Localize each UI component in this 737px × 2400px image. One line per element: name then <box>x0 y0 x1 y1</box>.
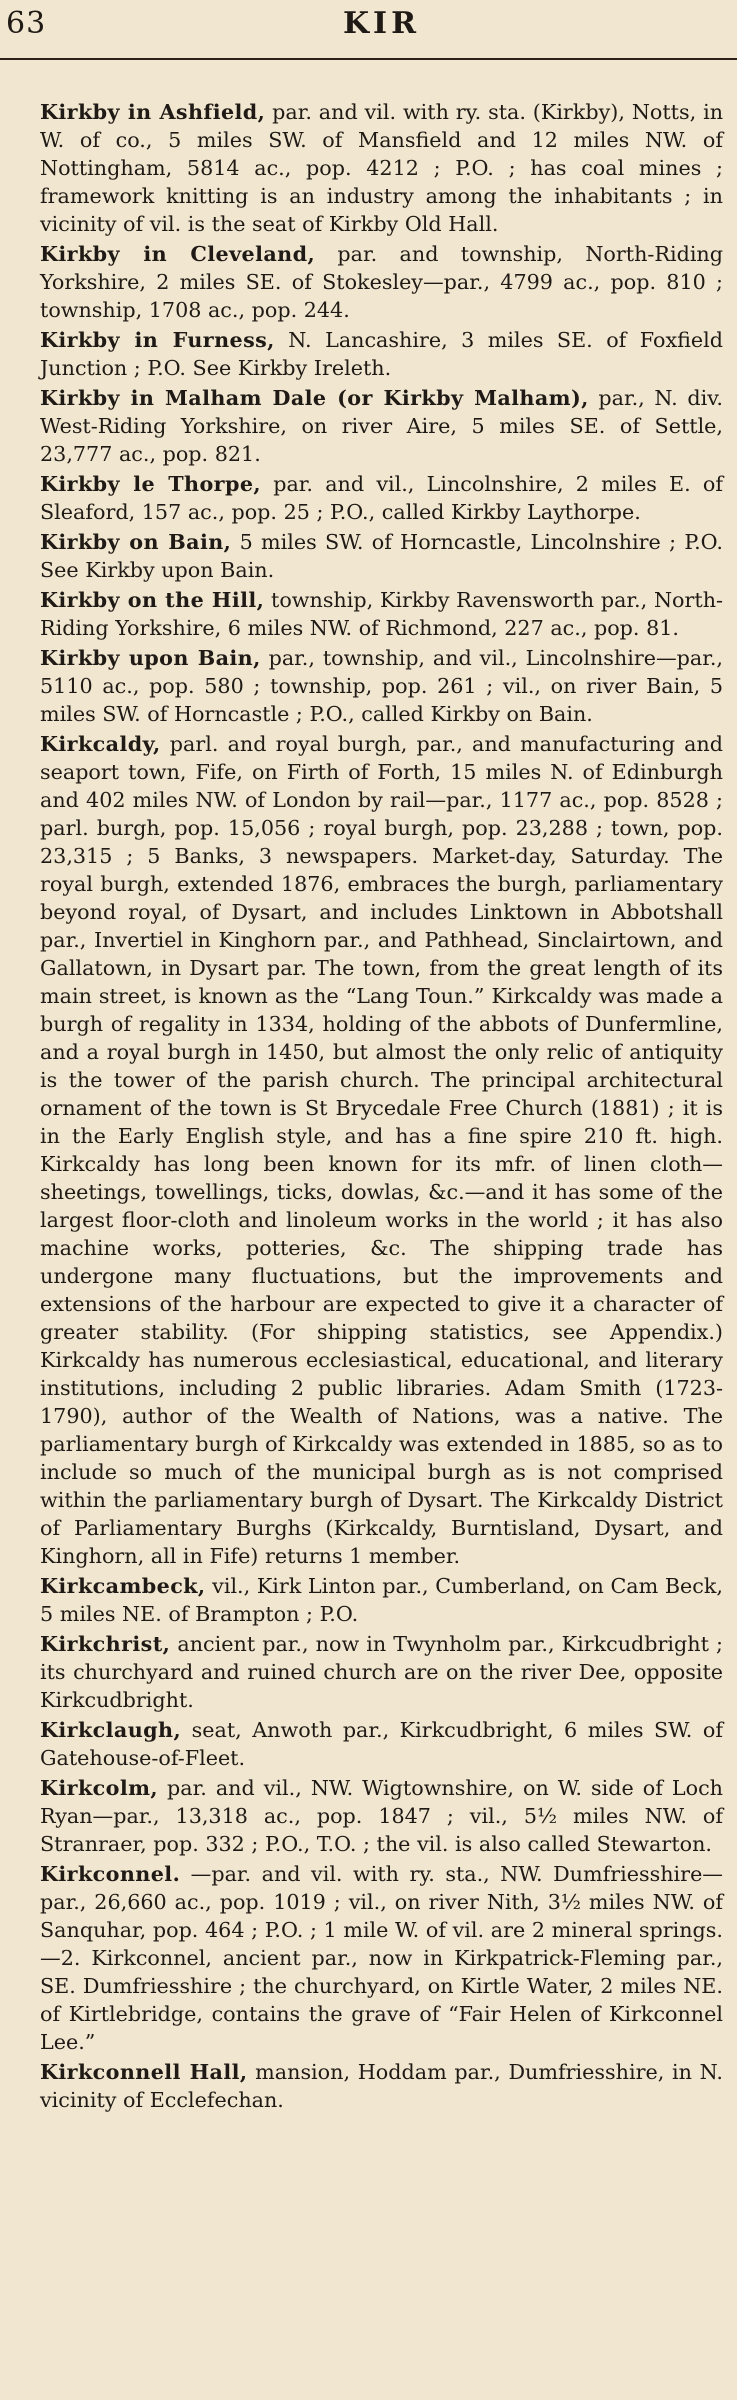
entry-kirkcambeck <box>40 1572 723 1628</box>
entry-body: N. Lancashire, 3 miles SE. of Foxfield Junction ; P.O. See Kirkby Ireleth. <box>40 328 724 380</box>
entry-headword: Kirkcolm, <box>40 1776 159 1800</box>
entry-kirkby-in-ashfield <box>40 98 723 238</box>
entry-kirkby-in-furness <box>40 326 723 382</box>
page-number: 63 <box>6 6 47 41</box>
entry-kirkby-le-thorpe <box>40 470 723 526</box>
entry-body: par., township, and vil., Lincolnshire—par., 5110 ac., pop. 580 ; township, pop. 261 ; vil., on river Bain, 5 miles SW. of Horncastle ; P.O., called Kirkby on Bain. <box>40 646 723 726</box>
entry-headword: Kirkby in Furness, <box>40 328 275 352</box>
entry-headword: Kirkby on Bain, <box>40 530 232 554</box>
entry-body: par., N. div. West-Riding Yorkshire, on river Aire, 5 miles SE. of Settle, 23,777 ac., pop. 821. <box>40 386 724 466</box>
entry-kirkby-in-cleveland <box>40 240 723 324</box>
entry-headword: Kirkconnel. <box>40 1862 181 1886</box>
entry-headword: Kirkby upon Bain, <box>40 646 261 670</box>
entry-kirkchrist <box>40 1630 723 1714</box>
entry-body: township, Kirkby Ravensworth par., North-Riding Yorkshire, 6 miles NW. of Richmond, 227 ac., pop. 81. <box>40 588 724 640</box>
entry-kirkconnell-hall <box>40 2058 723 2114</box>
entry-headword: Kirkconnell Hall, <box>40 2060 248 2084</box>
entry-headword: Kirkclaugh, <box>40 1718 182 1742</box>
entry-headword: Kirkby in Cleveland, <box>40 242 316 266</box>
entry-kirkconnel <box>40 1860 723 2056</box>
entry-body: 5 miles SW. of Horncastle, Lincolnshire ; P.O. See Kirkby upon Bain. <box>40 530 724 582</box>
entry-body: mansion, Hoddam par., Dumfriesshire, in N. vicinity of Ecclefechan. <box>40 2060 723 2112</box>
entry-body: —par. and vil. with ry. sta., NW. Dumfriesshire—par., 26,660 ac., pop. 1019 ; vil., on river Nith, 3½ miles NW. of Sanquhar, pop. 464 ; P.O. ; 1 mile W. of vil. are 2 mineral springs.—2. Kirkconnel, ancient par., now in Kirkpatrick-Fleming par., SE. Dumfriesshire ; the churchyard, on Kirtle Water, 2 miles NE. of Kirtlebridge, contains the grave of “Fair Helen of Kirkconnel Lee.” <box>40 1862 723 2054</box>
entry-body: seat, Anwoth par., Kirkcudbright, 6 miles SW. of Gatehouse-of-Fleet. <box>40 1718 724 1770</box>
entry-headword: Kirkby in Ashfield, <box>40 100 266 124</box>
entry-kirkby-on-bain <box>40 528 723 584</box>
running-head: KIR <box>342 6 421 41</box>
entries-column <box>40 98 723 2114</box>
page-header <box>6 0 723 58</box>
entry-body: par. and township, North-Riding Yorkshire, 2 miles SE. of Stokesley—par., 4799 ac., pop. 810 ; township, 1708 ac., pop. 244. <box>40 242 724 322</box>
header-rule <box>0 58 737 60</box>
entry-headword: Kirkcaldy, <box>40 732 161 756</box>
entry-kirkby-on-the-hill <box>40 586 723 642</box>
entry-body: par. and vil., NW. Wigtownshire, on W. side of Loch Ryan—par., 13,318 ac., pop. 1847 ; vil., 5½ miles NW. of Stranraer, pop. 332 ; P.O., T.O. ; the vil. is also called Stewarton. <box>40 1776 723 1856</box>
entry-headword: Kirkcambeck, <box>40 1574 206 1598</box>
entry-headword: Kirkby on the Hill, <box>40 588 265 612</box>
entry-kirkclaugh <box>40 1716 723 1772</box>
entry-body: par. and vil., Lincolnshire, 2 miles E. of Sleaford, 157 ac., pop. 25 ; P.O., called Kirkby Laythorpe. <box>40 472 724 524</box>
entry-kirkcaldy <box>40 730 723 1570</box>
entry-headword: Kirkchrist, <box>40 1632 171 1656</box>
entry-body: parl. and royal burgh, par., and manufacturing and seaport town, Fife, on Firth of Forth, 15 miles N. of Edinburgh and 402 miles NW. of London by rail—par., 1177 ac., pop. 8528 ; parl. burgh, pop. 15,056 ; royal burgh, pop. 23,288 ; town, pop. 23,315 ; 5 Banks, 3 newspapers. Market-day, Saturday. The royal burgh, extended 1876, embraces the burgh, parliamentary beyond royal, of Dysart, and includes Linktown in Abbotshall par., Invertiel in Kinghorn par., and Pathhead, Sinclairtown, and Gallatown, in Dysart par. The town, from the great length of its main street, is known as the “Lang Toun.” Kirkcaldy was made a burgh of regality in 1334, holding of the abbots of Dunfermline, and a royal burgh in 1450, but almost the only relic of antiquity is the tower of the parish church. The principal architectural ornament of the town is St Brycedale Free Church (1881) ; it is in the Early English style, and has a fine spire 210 ft. high. Kirkcaldy has long been known for its mfr. of linen cloth—sheetings, towellings, ticks, dowlas, &c.—and it has some of the largest floor-cloth and linoleum works in the world ; it has also machine works, potteries, &c. The shipping trade has undergone many fluctuations, but the improvements and extensions of the harbour are expected to give it a character of greater stability. (For shipping statistics, see Appendix.) Kirkcaldy has numerous ecclesiastical, educational, and literary institutions, including 2 public libraries. Adam Smith (1723-1790), author of the Wealth of Nations, was a native. The parliamentary burgh of Kirkcaldy was extended in 1885, so as to include so much of the municipal burgh as is not comprised within the parliamentary burgh of Dysart. The Kirkcaldy District of Parliamentary Burghs (Kirkcaldy, Burntisland, Dysart, and Kinghorn, all in Fife) returns 1 member. <box>40 732 723 1568</box>
entry-body: par. and vil. with ry. sta. (Kirkby), Notts, in W. of co., 5 miles SW. of Mansfield and 12 miles NW. of Nottingham, 5814 ac., pop. 4212 ; P.O. ; has coal mines ; framework knitting is an industry among the inhabitants ; in vicinity of vil. is the seat of Kirkby Old Hall. <box>40 100 724 236</box>
entry-body: vil., Kirk Linton par., Cumberland, on Cam Beck, 5 miles NE. of Brampton ; P.O. <box>40 1574 723 1626</box>
entry-kirkcolm <box>40 1774 723 1858</box>
entry-headword: Kirkby in Malham Dale (or Kirkby Malham), <box>40 386 589 410</box>
entry-headword: Kirkby le Thorpe, <box>40 472 262 496</box>
entry-kirkby-in-malham-dale <box>40 384 723 468</box>
entry-body: ancient par., now in Twynholm par., Kirkcudbright ; its churchyard and ruined church are on the river Dee, opposite Kirkcudbright. <box>40 1632 723 1712</box>
entry-kirkby-upon-bain <box>40 644 723 728</box>
